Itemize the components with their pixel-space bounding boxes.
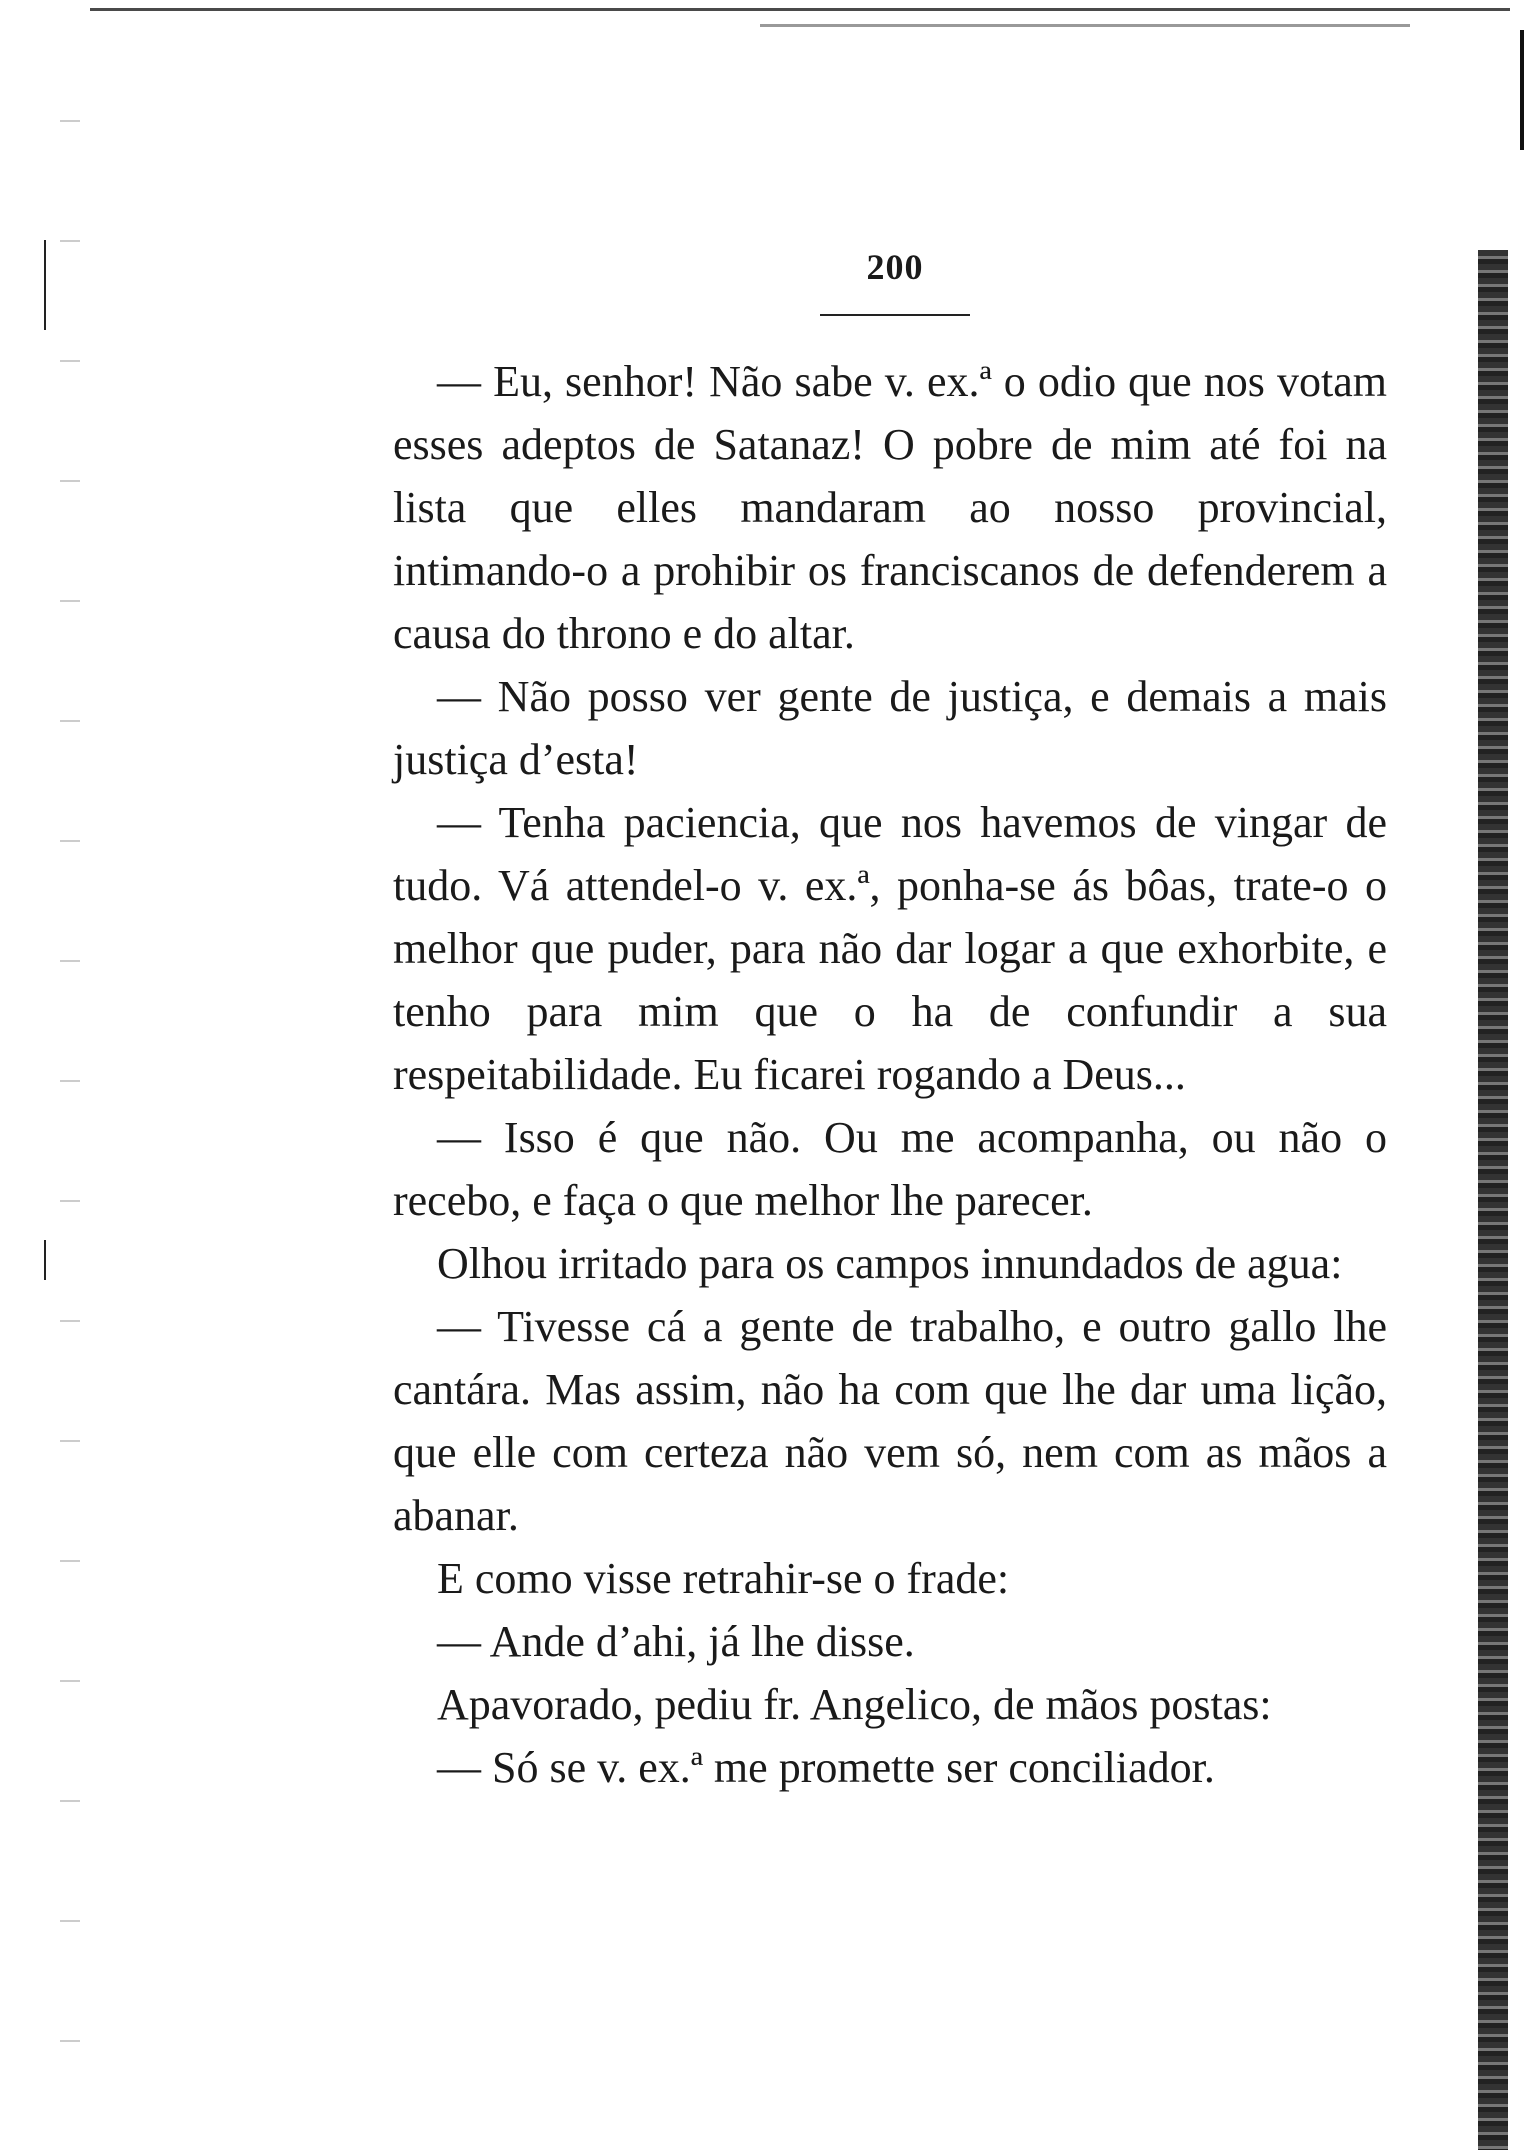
scan-right-edge <box>1478 250 1508 2150</box>
paragraph: — Eu, senhor! Não sabe v. ex.ª o odio que nos votam esses adeptos de Satanaz! O pobre de mim até foi na lista que elles mandaram ao nosso provincial, intimando-o a prohibir os franciscanos de defenderem a causa do throno e do altar. <box>393 357 1387 658</box>
paragraph: — Ande d’ahi, já lhe disse. <box>437 1617 915 1666</box>
page-number-rule <box>820 314 970 316</box>
paragraph: — Só se v. ex.ª me promette ser conciliador. <box>437 1743 1215 1792</box>
scan-left-mark <box>44 1240 46 1280</box>
paragraph: — Não posso ver gente de justiça, e demais a mais justiça d’esta! <box>393 672 1387 784</box>
paragraph: — Isso é que não. Ou me acompanha, ou não o recebo, e faça o que melhor lhe parecer. <box>393 1113 1387 1225</box>
scan-left-margin <box>60 80 80 2140</box>
paragraph: Olhou irritado para os campos innundados de agua: <box>437 1239 1343 1288</box>
scan-right-corner <box>1520 30 1524 150</box>
scan-top-edge <box>90 8 1510 22</box>
body-text <box>393 350 1387 1799</box>
paragraph: E como visse retrahir-se o frade: <box>437 1554 1010 1603</box>
scan-top-shadow <box>760 24 1410 37</box>
scan-left-mark <box>44 240 46 330</box>
paragraph: — Tenha paciencia, que nos havemos de vingar de tudo. Vá attendel-o v. ex.ª, ponha-se ás bôas, trate-o o melhor que puder, para não dar logar a que exhorbite, e tenho para mim que o ha de confundir a sua respeitabilidade. Eu ficarei rogando a Deus... <box>393 798 1387 1099</box>
paragraph: — Tivesse cá a gente de trabalho, e outro gallo lhe cantára. Mas assim, não ha com que lhe dar uma lição, que elle com certeza não vem só, nem com as mãos a abanar. <box>393 1302 1387 1540</box>
page-number: 200 <box>866 247 924 287</box>
paragraph: Apavorado, pediu fr. Angelico, de mãos postas: <box>437 1680 1272 1729</box>
